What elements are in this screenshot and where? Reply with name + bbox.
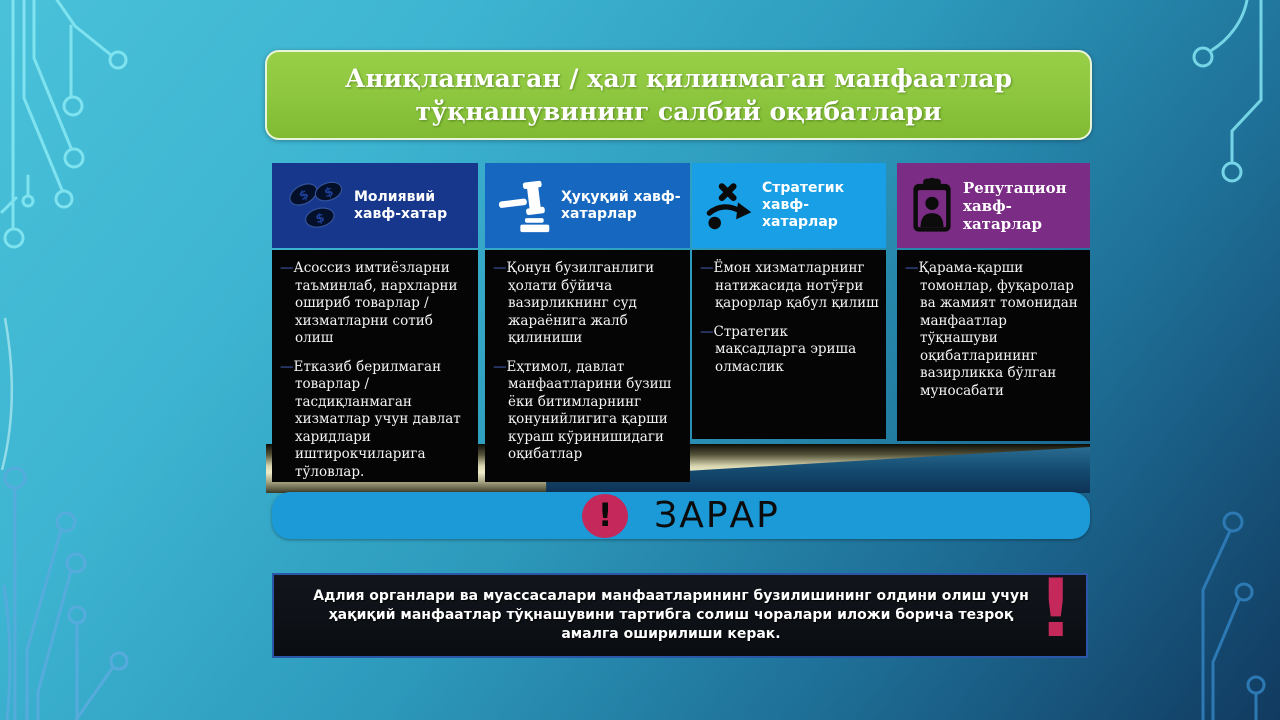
column-strategic-label: Стратегик хавф-хатарлар (762, 180, 845, 230)
coins-icon (284, 179, 346, 233)
risk-item: — Қонун бузилганлиги ҳолати бўйича вазирликнинг суд жараёнига жалб қилиниши (493, 260, 684, 348)
svg-text:$: $ (313, 209, 326, 226)
column-legal-body (485, 250, 690, 482)
slide-title-line2: тўқнашувининг салбий оқибатлари (415, 97, 942, 126)
column-reputational-body (897, 250, 1090, 441)
risk-item: — Стратегик мақсадларга эриша олмаслик (700, 324, 880, 377)
risk-list-reputational (905, 260, 1084, 400)
risk-item: — Асоссиз имтиёзларни таъминлаб, нархларни ошириб товарлар / хизматларни сотиб олиш (280, 260, 472, 348)
risk-item: — Ёмон хизматларнинг натижасида нотўғри қарорлар қабул қилиш (700, 260, 880, 313)
column-reputational-header (897, 163, 1090, 248)
column-legal-risks (485, 163, 690, 482)
clipboard-person-icon (909, 177, 955, 235)
column-strategic-body (692, 250, 886, 439)
column-legal-label: Ҳуқуқий хавф-хатарлар (561, 188, 681, 222)
svg-text:$: $ (322, 182, 336, 200)
risk-item: — Еҳтимол, давлат манфаатларини бузиш ёки битимларнинг қонунийлигига қарши кураш кўринишидаги оқибатлар (493, 359, 684, 464)
risk-list-financial (280, 260, 472, 482)
risk-list-legal (493, 260, 684, 464)
footer-note-text: Адлия органлари ва муассасалари манфаатларининг бузилишининг олдини олиш учун ҳақиқий манфаатлар тўқнашувини тартибга солиш чоралари иложи борича тезроқ амалга оширилиши керак. (313, 588, 1029, 642)
column-reputational-label: Репутацион хавф-хатарлар (963, 178, 1067, 233)
column-financial-risks (272, 163, 478, 482)
svg-text:$: $ (296, 185, 311, 203)
exclamation-circle-icon: ! (582, 494, 628, 538)
risk-item: — Етказиб берилмаган товарлар / тасдиқланмаган хизматлар учун давлат харидлари иштирокчиларига тўловлар. (280, 359, 472, 482)
gavel-icon (497, 179, 553, 233)
exclamation-mark-icon: ! (1037, 562, 1074, 655)
column-strategic-risks (692, 163, 886, 439)
column-financial-label: Молиявий хавф-хатар (354, 188, 448, 222)
risk-list-strategic (700, 260, 880, 376)
strategy-arrow-icon (704, 181, 754, 231)
risk-item: — Қарама-қарши томонлар, фуқаролар ва жамият томонидан манфаатлар тўқнашуви оқибатларининг вазирликка бўлган муносабати (905, 260, 1084, 400)
column-financial-body (272, 250, 478, 482)
column-reputational-risks (897, 163, 1090, 441)
damage-banner (272, 492, 1090, 539)
column-financial-header (272, 163, 478, 248)
footer-note (272, 562, 1088, 658)
column-legal-header (485, 163, 690, 248)
damage-banner-label: ЗАРАР (654, 495, 780, 536)
slide-title (265, 50, 1092, 140)
slide-title-line1: Аниқланмаган / ҳал қилинмаган манфаатлар (345, 64, 1012, 93)
column-strategic-header (692, 163, 886, 248)
